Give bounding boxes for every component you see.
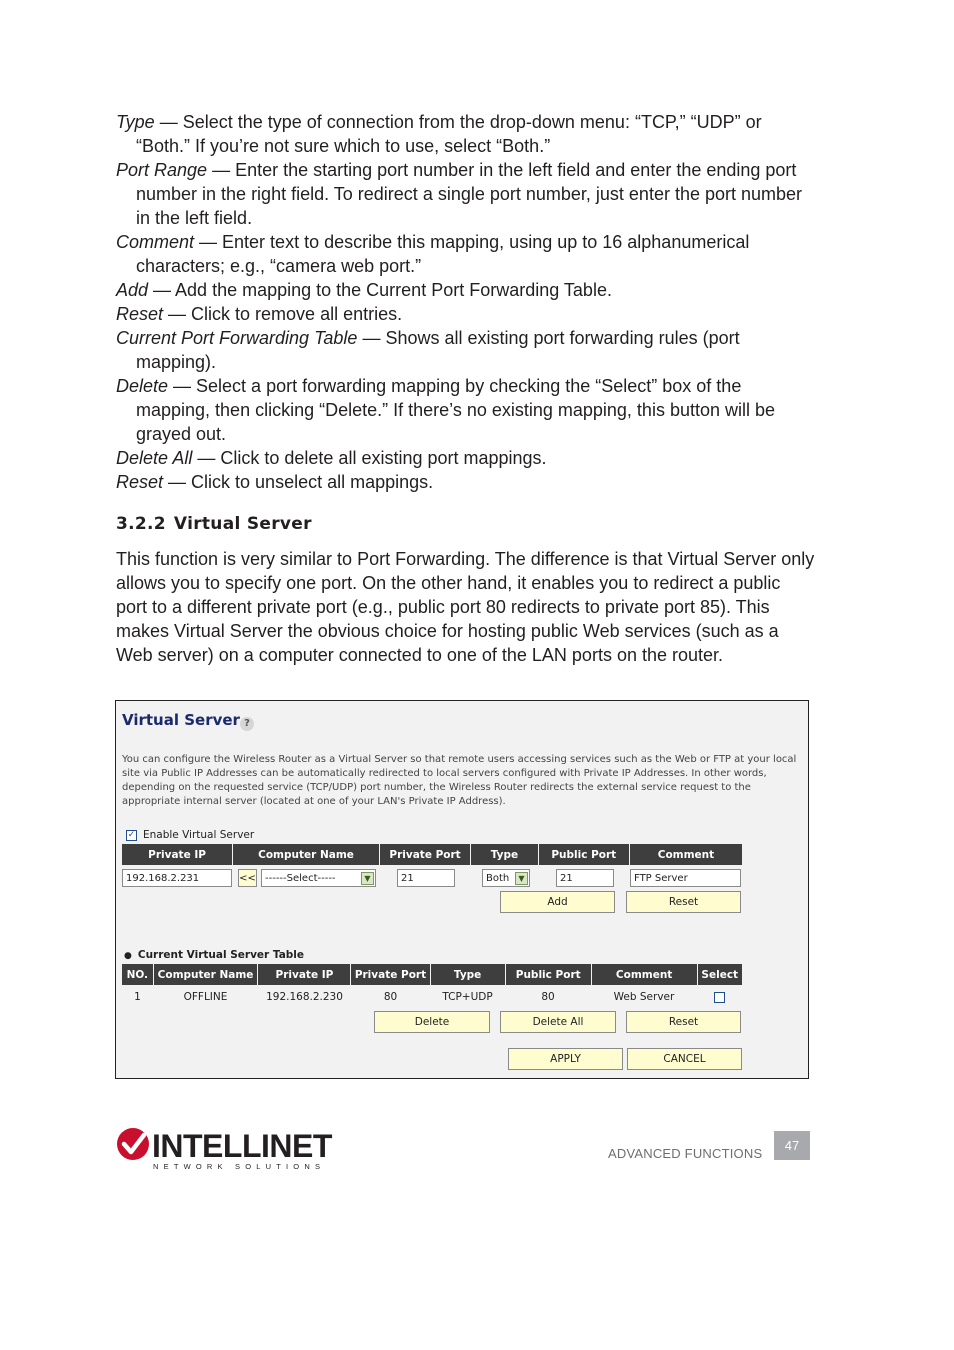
help-icon[interactable]: ? [240, 717, 254, 731]
public-port-input[interactable]: 21 [556, 869, 614, 887]
table-row [122, 987, 742, 1007]
add-button[interactable]: Add [500, 891, 615, 913]
table-header-no: NO. [122, 964, 154, 985]
copy-computer-button[interactable]: << [238, 869, 257, 887]
definition-term: Type [116, 112, 155, 132]
table-header-private-ip: Private IP [258, 964, 351, 985]
logo-brand: INTELLINET [152, 1128, 332, 1164]
computer-name-select[interactable] [261, 869, 376, 887]
cell-private-ip: 192.168.2.230 [266, 991, 343, 1003]
definition-add [116, 278, 816, 302]
enable-virtual-server-row[interactable] [126, 829, 254, 841]
computer-name-select-value: ------Select----- [265, 872, 336, 884]
form-header-comment: Comment [657, 848, 715, 861]
footer-section-label: ADVANCED FUNCTIONS [608, 1146, 763, 1161]
definition-term: Current Port Forwarding Table [116, 328, 358, 348]
definition-text: — Select the type of connection from the drop-down menu: “TCP,” “UDP” or “Both.” If you’re not sure which to use, select “Both.” [136, 112, 762, 156]
table-header-computer-name: Computer Name [154, 964, 259, 985]
definition-text: — Click to delete all existing port mappings. [192, 448, 547, 468]
table-header-type: Type [431, 964, 506, 985]
definition-term: Delete [116, 376, 169, 396]
cell-no: 1 [134, 991, 141, 1003]
definition-text: — Enter text to describe this mapping, using up to 16 alphanumerical characters; e.g., “camera web port.” [136, 232, 750, 276]
current-table-title-text: Current Virtual Server Table [137, 949, 305, 961]
definition-delete-all [116, 446, 816, 470]
chevron-down-icon: ▼ [515, 872, 528, 885]
form-header [122, 844, 742, 865]
definition-comment [116, 230, 816, 278]
definition-text: — Click to remove all entries. [163, 304, 403, 324]
chevron-down-icon: ▼ [361, 872, 374, 885]
definition-term: Delete All [116, 448, 193, 468]
table-header-private-port: Private Port [351, 964, 430, 985]
form-header-private-ip: Private IP [122, 844, 233, 865]
table-header-comment: Comment [592, 964, 698, 985]
definition-reset [116, 302, 816, 326]
private-port-input[interactable]: 21 [397, 869, 455, 887]
bullet-icon: ● [124, 951, 132, 961]
cell-public-port: 80 [541, 991, 555, 1003]
enable-virtual-server-label: Enable Virtual Server [143, 829, 255, 841]
definition-current-table [116, 326, 816, 374]
delete-all-button[interactable]: Delete All [500, 1011, 616, 1033]
definition-term: Port Range [116, 160, 208, 180]
type-select[interactable] [482, 869, 530, 887]
table-header-select: Select [701, 968, 739, 981]
cell-computer-name: OFFLINE [183, 991, 228, 1003]
form-header-type: Type [471, 844, 538, 865]
form-header-public-port: Public Port [539, 844, 630, 865]
cancel-button[interactable]: CANCEL [627, 1048, 742, 1070]
definition-port-range [116, 158, 816, 230]
definition-term: Reset [116, 304, 164, 324]
cell-private-port: 80 [383, 991, 398, 1003]
logo-tagline: NETWORK SOLUTIONS [153, 1162, 326, 1171]
definition-type [116, 110, 816, 158]
definition-text: — Select a port forwarding mapping by checking the “Select” box of the mapping, then clicking “Delete.” If there’s no existing mapping, this button will be grayed out. [136, 376, 776, 444]
definition-list [116, 110, 816, 494]
definition-text: — Add the mapping to the Current Port Forwarding Table. [148, 280, 612, 300]
table-header-public-port: Public Port [506, 964, 592, 985]
virtual-server-screenshot [115, 700, 809, 1079]
reset-button[interactable]: Reset [626, 891, 741, 913]
section-heading [116, 514, 312, 534]
table-header [122, 964, 742, 985]
section-intro: This function is very similar to Port Forwarding. The difference is that Virtual Server only allows you to specify one port. On the other hand, it enables you to redirect a public port to a different private port (e.g., public port 80 redirects to private port 85). This makes Virtual Server the obvious choice for hosting public Web services (such as a Web server) on a computer connected to one of the LAN ports on the router. [116, 549, 815, 665]
reset-selection-button[interactable]: Reset [626, 1011, 741, 1033]
definition-term: Add [116, 280, 149, 300]
intellinet-logo [116, 1126, 348, 1172]
current-table-title [124, 949, 304, 961]
definition-delete [116, 374, 816, 446]
cell-type: TCP+UDP [442, 991, 493, 1003]
panel-description: You can configure the Wireless Router as a Virtual Server so that remote users accessing services such as the Web or FTP at your local site via Public IP Addresses can be automatically redirected to local servers configured with Private IP Addresses. In other words, depending on the requested service (TCP/UDP) port number, the Wireless Router redirects the external service request to the appropriate internal server (located at one of your LAN's Private IP Address). [122, 754, 797, 807]
form-header-private-port: Private Port [380, 844, 471, 865]
definition-text: — Click to unselect all mappings. [163, 472, 434, 492]
page-number: 47 [774, 1131, 810, 1160]
definition-reset-selection [116, 470, 816, 494]
definition-text: — Enter the starting port number in the left field and enter the ending port number in the right field. To redirect a single port number, just enter the port number in the left field. [136, 160, 803, 228]
comment-input[interactable]: FTP Server [630, 869, 741, 887]
panel-title: Virtual Server [122, 711, 240, 729]
private-ip-input[interactable]: 192.168.2.231 [122, 869, 232, 887]
delete-button[interactable]: Delete [374, 1011, 490, 1033]
definition-text: — Shows all existing port forwarding rules (port mapping). [136, 328, 740, 372]
form-header-computer-name: Computer Name [233, 844, 380, 865]
enable-virtual-server-checkbox[interactable]: ✓ [127, 829, 136, 840]
section-number: 3.2.2 [116, 514, 166, 534]
section-title: Virtual Server [173, 514, 312, 534]
definition-term: Comment [116, 232, 195, 252]
row-select-checkbox[interactable] [714, 992, 725, 1003]
cell-select [697, 987, 742, 1007]
definition-term: Reset [116, 472, 164, 492]
apply-button[interactable]: APPLY [508, 1048, 623, 1070]
type-select-value: Both [486, 872, 510, 884]
cell-comment: Web Server [613, 991, 675, 1003]
